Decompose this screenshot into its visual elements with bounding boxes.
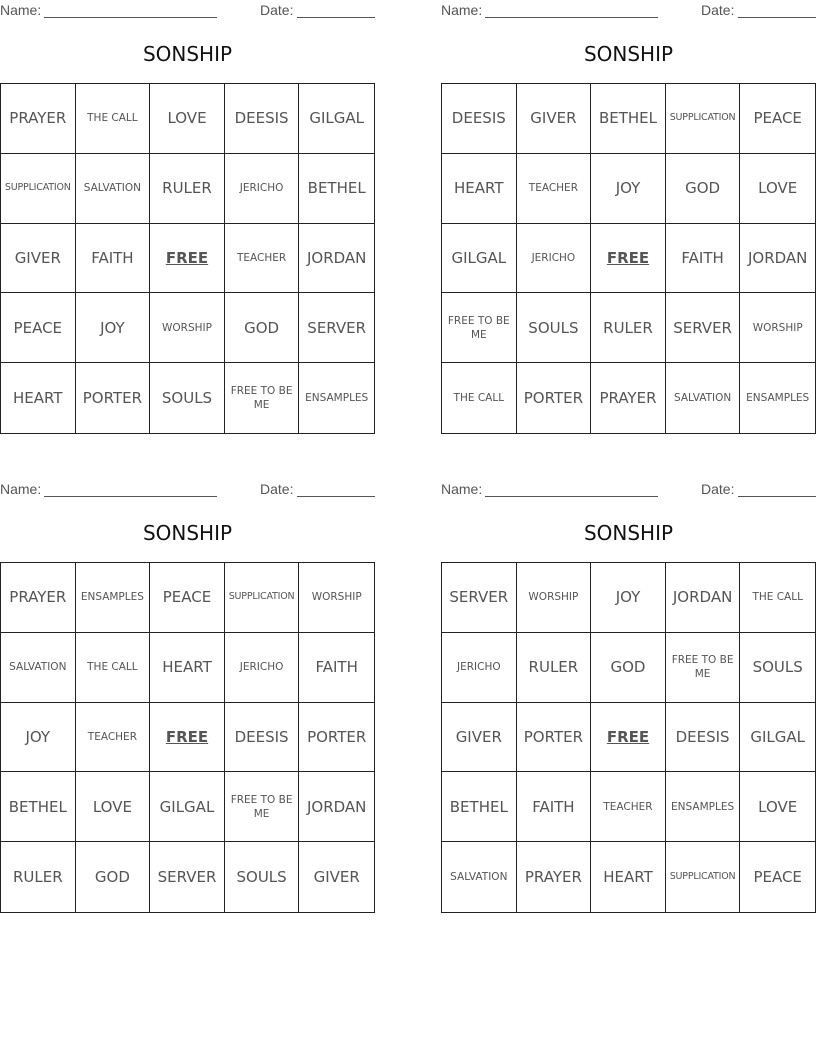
bingo-cell[interactable]: RULER	[150, 154, 225, 224]
bingo-cell[interactable]: SALVATION	[1, 633, 76, 703]
bingo-grid	[0, 562, 375, 913]
bingo-cell[interactable]: TEACHER	[517, 154, 592, 224]
name-label: Name:	[0, 481, 42, 497]
bingo-cell[interactable]: JORDAN	[299, 772, 374, 842]
bingo-cell[interactable]: JERICHO	[442, 633, 517, 703]
date-blank-line[interactable]	[297, 496, 375, 497]
bingo-cell[interactable]: WORSHIP	[517, 563, 592, 633]
bingo-cell[interactable]: PEACE	[1, 293, 76, 363]
bingo-cell[interactable]: FAITH	[517, 772, 592, 842]
bingo-cell[interactable]: PORTER	[517, 703, 592, 773]
bingo-cell[interactable]: WORSHIP	[299, 563, 374, 633]
bingo-cell[interactable]: FAITH	[299, 633, 374, 703]
name-blank-line[interactable]	[485, 17, 658, 18]
name-date-header	[0, 481, 375, 499]
name-blank-line[interactable]	[485, 496, 658, 497]
bingo-cell[interactable]: JOY	[76, 293, 151, 363]
name-label: Name:	[0, 2, 42, 18]
bingo-cell[interactable]: PORTER	[299, 703, 374, 773]
bingo-cell[interactable]: BETHEL	[1, 772, 76, 842]
bingo-cell[interactable]: JOY	[591, 563, 666, 633]
bingo-cell[interactable]: JERICHO	[225, 154, 300, 224]
bingo-cell[interactable]: BETHEL	[591, 84, 666, 154]
bingo-cell[interactable]: JORDAN	[299, 224, 374, 294]
bingo-cell[interactable]: JERICHO	[225, 633, 300, 703]
bingo-cell[interactable]: SERVER	[150, 842, 225, 912]
bingo-cell[interactable]: TEACHER	[76, 703, 151, 773]
bingo-cell[interactable]: SOULS	[150, 363, 225, 433]
bingo-card	[441, 479, 816, 919]
bingo-grid	[0, 83, 375, 434]
name-date-header	[0, 2, 375, 20]
bingo-cell[interactable]: LOVE	[76, 772, 151, 842]
date-blank-line[interactable]	[738, 17, 816, 18]
bingo-cell[interactable]: LOVE	[150, 84, 225, 154]
bingo-cell[interactable]: SALVATION	[442, 842, 517, 912]
bingo-cell[interactable]: GOD	[76, 842, 151, 912]
bingo-cell[interactable]: JORDAN	[666, 563, 741, 633]
card-title: SONSHIP	[142, 42, 233, 66]
bingo-cell[interactable]: RULER	[591, 293, 666, 363]
bingo-cell[interactable]: ENSAMPLES	[666, 772, 741, 842]
bingo-cell[interactable]: TEACHER	[591, 772, 666, 842]
bingo-cell[interactable]: GOD	[225, 293, 300, 363]
bingo-cell[interactable]: TEACHER	[225, 224, 300, 294]
name-date-header	[441, 481, 816, 499]
free-space-cell[interactable]: FREE	[150, 224, 225, 294]
bingo-cell[interactable]: SALVATION	[666, 363, 741, 433]
bingo-card	[0, 0, 375, 440]
date-blank-line[interactable]	[738, 496, 816, 497]
bingo-cell[interactable]: PRAYER	[1, 84, 76, 154]
bingo-cell[interactable]: LOVE	[740, 772, 815, 842]
bingo-cell[interactable]: SERVER	[299, 293, 374, 363]
bingo-cell[interactable]: PRAYER	[1, 563, 76, 633]
bingo-cell[interactable]: SUPPLICATION	[666, 842, 741, 912]
bingo-cell[interactable]: GIVER	[1, 224, 76, 294]
bingo-cell[interactable]: PEACE	[740, 84, 815, 154]
bingo-grid	[441, 562, 816, 913]
bingo-cell[interactable]: SERVER	[666, 293, 741, 363]
bingo-cell[interactable]: BETHEL	[442, 772, 517, 842]
bingo-cell[interactable]: FREE TO BE ME	[666, 633, 741, 703]
bingo-cell[interactable]: GOD	[666, 154, 741, 224]
bingo-cell[interactable]: GOD	[591, 633, 666, 703]
bingo-cell[interactable]: DEESIS	[442, 84, 517, 154]
date-label: Date:	[260, 2, 294, 18]
bingo-cell[interactable]: FREE TO BE ME	[442, 293, 517, 363]
bingo-card	[0, 479, 375, 919]
bingo-cell[interactable]: DEESIS	[666, 703, 741, 773]
bingo-cell[interactable]: HEART	[591, 842, 666, 912]
bingo-cell[interactable]: THE CALL	[442, 363, 517, 433]
name-label: Name:	[441, 481, 483, 497]
bingo-cell[interactable]: GILGAL	[442, 224, 517, 294]
bingo-cell[interactable]: GIVER	[313, 867, 360, 886]
bingo-cell[interactable]: FREE TO BE ME	[225, 363, 300, 433]
bingo-cell[interactable]: DEESIS	[225, 84, 300, 154]
name-blank-line[interactable]	[44, 496, 217, 497]
bingo-cell[interactable]: FREE TO BE ME	[225, 772, 300, 842]
name-blank-line[interactable]	[44, 17, 217, 18]
bingo-cell[interactable]: GIVER	[442, 703, 517, 773]
bingo-cell[interactable]: GILGAL	[299, 84, 374, 154]
bingo-cell[interactable]: SUPPLICATION	[666, 84, 741, 154]
bingo-cell[interactable]: GIVER	[517, 84, 592, 154]
bingo-cell[interactable]: FAITH	[76, 224, 151, 294]
bingo-cell[interactable]: DEESIS	[225, 703, 300, 773]
bingo-cell[interactable]: JOY	[1, 703, 76, 773]
bingo-cell[interactable]: JERICHO	[517, 224, 592, 294]
date-label: Date:	[701, 481, 735, 497]
date-label: Date:	[701, 2, 735, 18]
bingo-cell[interactable]: SUPPLICATION	[225, 563, 300, 633]
bingo-cell[interactable]: WORSHIP	[150, 293, 225, 363]
bingo-cell[interactable]: HEART	[442, 154, 517, 224]
bingo-cell[interactable]: JORDAN	[740, 224, 815, 294]
card-title: SONSHIP	[583, 521, 674, 545]
bingo-cell[interactable]: ENSAMPLES	[305, 392, 369, 404]
bingo-cell[interactable]: PRAYER	[517, 842, 592, 912]
bingo-cell[interactable]: SOULS	[225, 842, 300, 912]
bingo-cell[interactable]: THE CALL	[76, 84, 151, 154]
name-label: Name:	[441, 2, 483, 18]
bingo-cell[interactable]: THE CALL	[76, 633, 151, 703]
bingo-cell[interactable]: GILGAL	[740, 703, 815, 773]
bingo-cell[interactable]: GILGAL	[150, 772, 225, 842]
bingo-cell[interactable]: WORSHIP	[740, 293, 815, 363]
bingo-cell[interactable]: ENSAMPLES	[746, 392, 810, 404]
bingo-cell[interactable]: FAITH	[666, 224, 741, 294]
bingo-cell[interactable]: HEART	[150, 633, 225, 703]
bingo-cell[interactable]: PEACE	[150, 563, 225, 633]
bingo-cell[interactable]: HEART	[1, 363, 76, 433]
bingo-cell[interactable]: ENSAMPLES	[76, 563, 151, 633]
name-date-header	[441, 2, 816, 20]
bingo-cell[interactable]: THE CALL	[740, 563, 815, 633]
bingo-cell[interactable]: BETHEL	[299, 154, 374, 224]
card-title: SONSHIP	[583, 42, 674, 66]
bingo-cell[interactable]: LOVE	[740, 154, 815, 224]
bingo-cell[interactable]: PEACE	[753, 867, 802, 886]
bingo-cell[interactable]: PRAYER	[591, 363, 666, 433]
bingo-cell[interactable]: JOY	[591, 154, 666, 224]
bingo-cell[interactable]: SALVATION	[76, 154, 151, 224]
bingo-card	[441, 0, 816, 440]
bingo-cell[interactable]: PORTER	[517, 363, 592, 433]
free-space-cell[interactable]: FREE	[591, 224, 666, 294]
bingo-cell[interactable]: PORTER	[76, 363, 151, 433]
bingo-cell[interactable]: SUPPLICATION	[1, 154, 76, 224]
free-space-cell[interactable]: FREE	[591, 703, 666, 773]
bingo-grid	[441, 83, 816, 434]
date-blank-line[interactable]	[297, 17, 375, 18]
bingo-cell[interactable]: SERVER	[442, 563, 517, 633]
free-space-cell[interactable]: FREE	[150, 703, 225, 773]
date-label: Date:	[260, 481, 294, 497]
bingo-cell[interactable]: SOULS	[517, 293, 592, 363]
bingo-cell[interactable]: RULER	[1, 842, 76, 912]
card-title: SONSHIP	[142, 521, 233, 545]
bingo-cell[interactable]: RULER	[517, 633, 592, 703]
bingo-cell[interactable]: SOULS	[740, 633, 815, 703]
